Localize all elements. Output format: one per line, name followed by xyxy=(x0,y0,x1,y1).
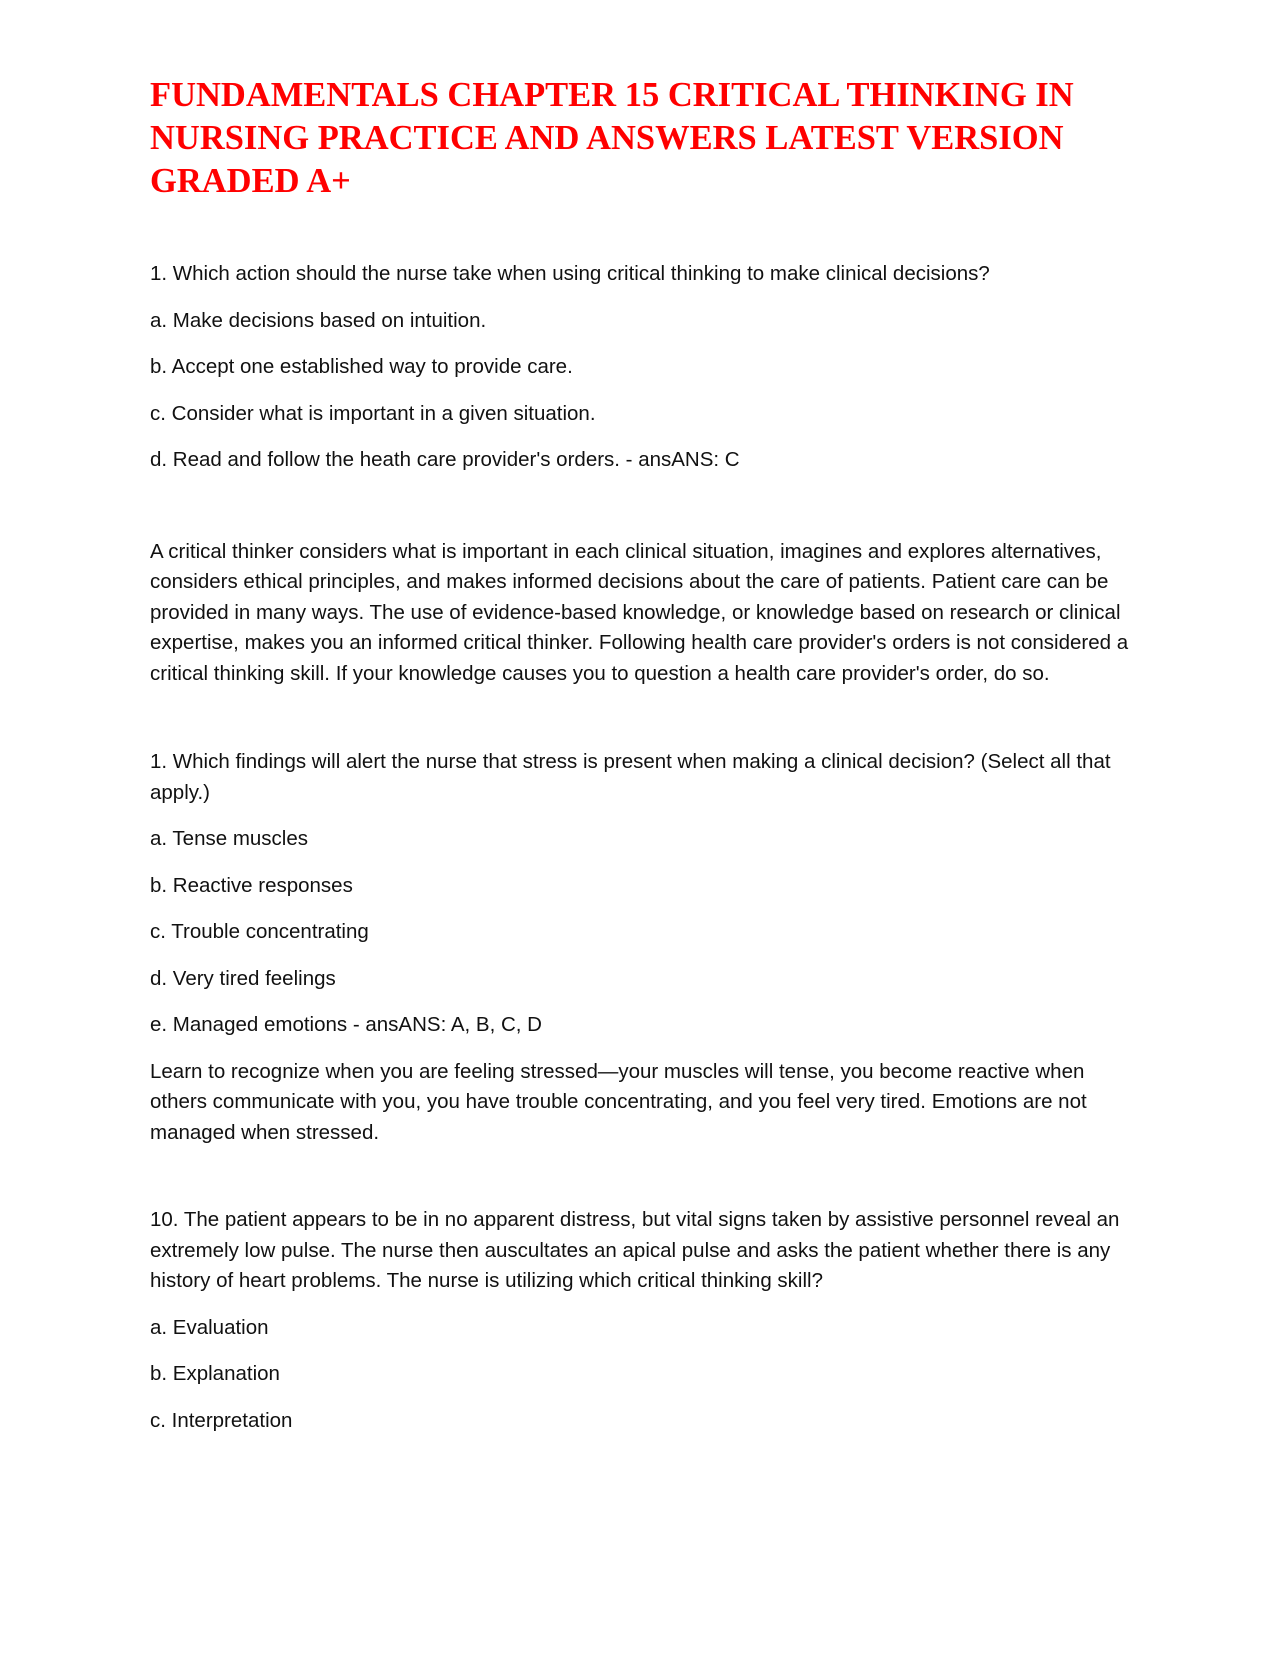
answer-option-d: d. Read and follow the heath care provider's orders. - ansANS: C xyxy=(150,448,740,471)
answer-option-c: c. Interpretation xyxy=(150,1408,293,1432)
answer-option-c: c. Trouble concentrating xyxy=(150,920,369,943)
answer-option-e: e. Managed emotions - ansANS: A, B, C, D xyxy=(150,1013,542,1036)
answer-option-b: b. Explanation xyxy=(150,1362,280,1385)
answer-option-a: a. Make decisions based on intuition. xyxy=(150,308,487,332)
question-block-2 xyxy=(150,747,1130,1148)
answer-option-d: d. Very tired feelings xyxy=(150,966,336,990)
question-block-1 xyxy=(150,259,1130,689)
rationale-text: Learn to recognize when you are feeling stressed—your muscles will tense, you become reactive when others communicate with you, you have trouble concentrating, and you feel very tired. Emotions are not managed when stressed. xyxy=(150,1059,1087,1144)
question-text: 1. Which findings will alert the nurse that stress is present when making a clinical decision? (Select all that apply.) xyxy=(150,750,1111,804)
answer-option-b: b. Accept one established way to provide care. xyxy=(150,355,573,378)
answer-option-a: a. Evaluation xyxy=(150,1315,269,1339)
document-title: FUNDAMENTALS CHAPTER 15 CRITICAL THINKING IN NURSING PRACTICE AND ANSWERS LATEST VERSION GRADED A+ xyxy=(150,76,1083,200)
answer-option-b: b. Reactive responses xyxy=(150,873,353,897)
document-page xyxy=(150,74,1130,1436)
rationale-text: A critical thinker considers what is important in each clinical situation, imagines and explores alternatives, considers ethical principles, and makes informed decisions about the care of patients. Patient care can be provided in many ways. The use of evidence-based knowledge, or knowledge based on research or clinical expertise, makes you an informed critical thinker. Following health care provider's orders is not considered a critical thinking skill. If your knowledge causes you to question a health care provider's order, do so. xyxy=(150,539,1129,685)
answer-option-c: c. Consider what is important in a given situation. xyxy=(150,401,596,425)
question-block-3 xyxy=(150,1205,1130,1436)
answer-option-a: a. Tense muscles xyxy=(150,827,309,850)
question-text: 1. Which action should the nurse take when using critical thinking to make clinical decisions? xyxy=(150,262,990,285)
question-text: 10. The patient appears to be in no apparent distress, but vital signs taken by assistive personnel reveal an extremely low pulse. The nurse then auscultates an apical pulse and asks the patient whether there is any history of heart problems. The nurse is utilizing which critical thinking skill? xyxy=(150,1208,1120,1292)
